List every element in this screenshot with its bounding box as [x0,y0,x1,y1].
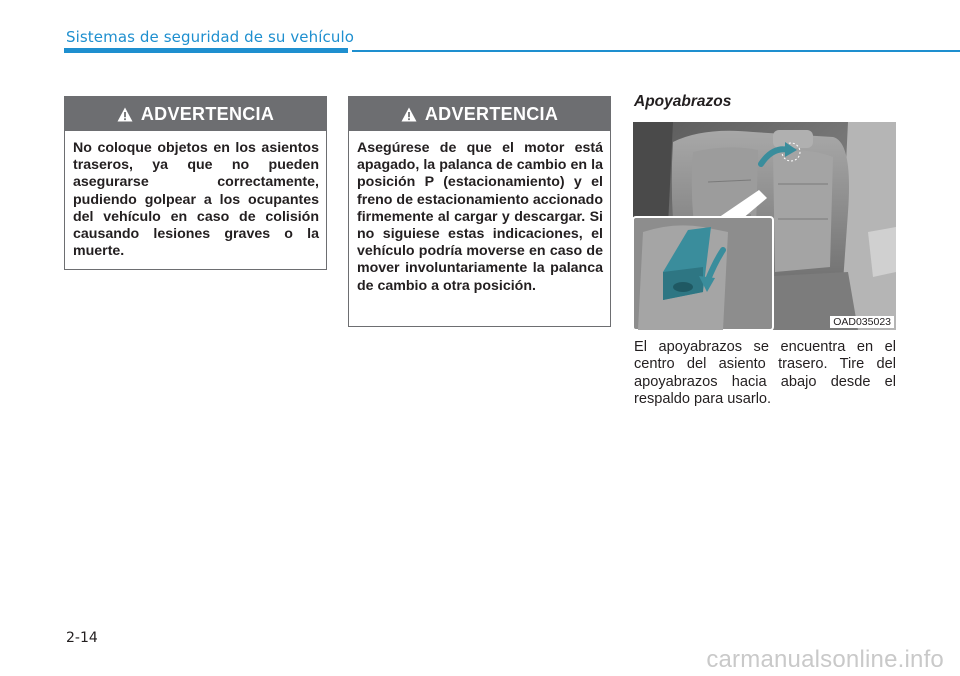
header-accent-bar [64,48,348,53]
warning-heading: ADVERTENCIA [140,103,275,124]
warning-heading: ADVERTENCIA [424,103,559,124]
figure-code: OAD035023 [830,316,894,328]
armrest-description: El apoyabrazos se encuentra en el centro del asiento trasero. Tire del apoyabrazos hacia abajo desde el respaldo para usarlo. [634,339,896,408]
header-rule [352,50,960,52]
armrest-illustration [633,122,896,330]
warning-text: No coloque objetos en los asientos traseros, ya que no pueden asegurarse correctamente, pudiendo golpear a los ocupantes del vehículo en caso de colisión causando lesiones graves o la muerte. [73,140,319,260]
rear-seat-image [633,122,896,330]
warning-box-2 [348,96,611,327]
watermark: carmanualsonline.info [706,646,944,673]
warning-header [349,97,610,131]
warning-text: Asegúrese de que el motor está apagado, la palanca de cambio en la posición P (estacionamiento) y el freno de estacionamiento accionado firmemente al cargar y descargar. Si no siguiese estas indicaciones, el vehículo podría moverse en caso de mover involuntariamente la palanca de cambio a otra posición. [357,140,603,294]
section-header-title: Sistemas de seguridad de su vehículo [66,28,355,46]
warning-box-1 [64,96,327,270]
page-number: 2-14 [66,630,98,646]
warning-triangle-icon [117,107,133,122]
armrest-title: Apoyabrazos [634,93,732,110]
warning-header [65,97,326,131]
warning-triangle-icon [401,107,417,122]
